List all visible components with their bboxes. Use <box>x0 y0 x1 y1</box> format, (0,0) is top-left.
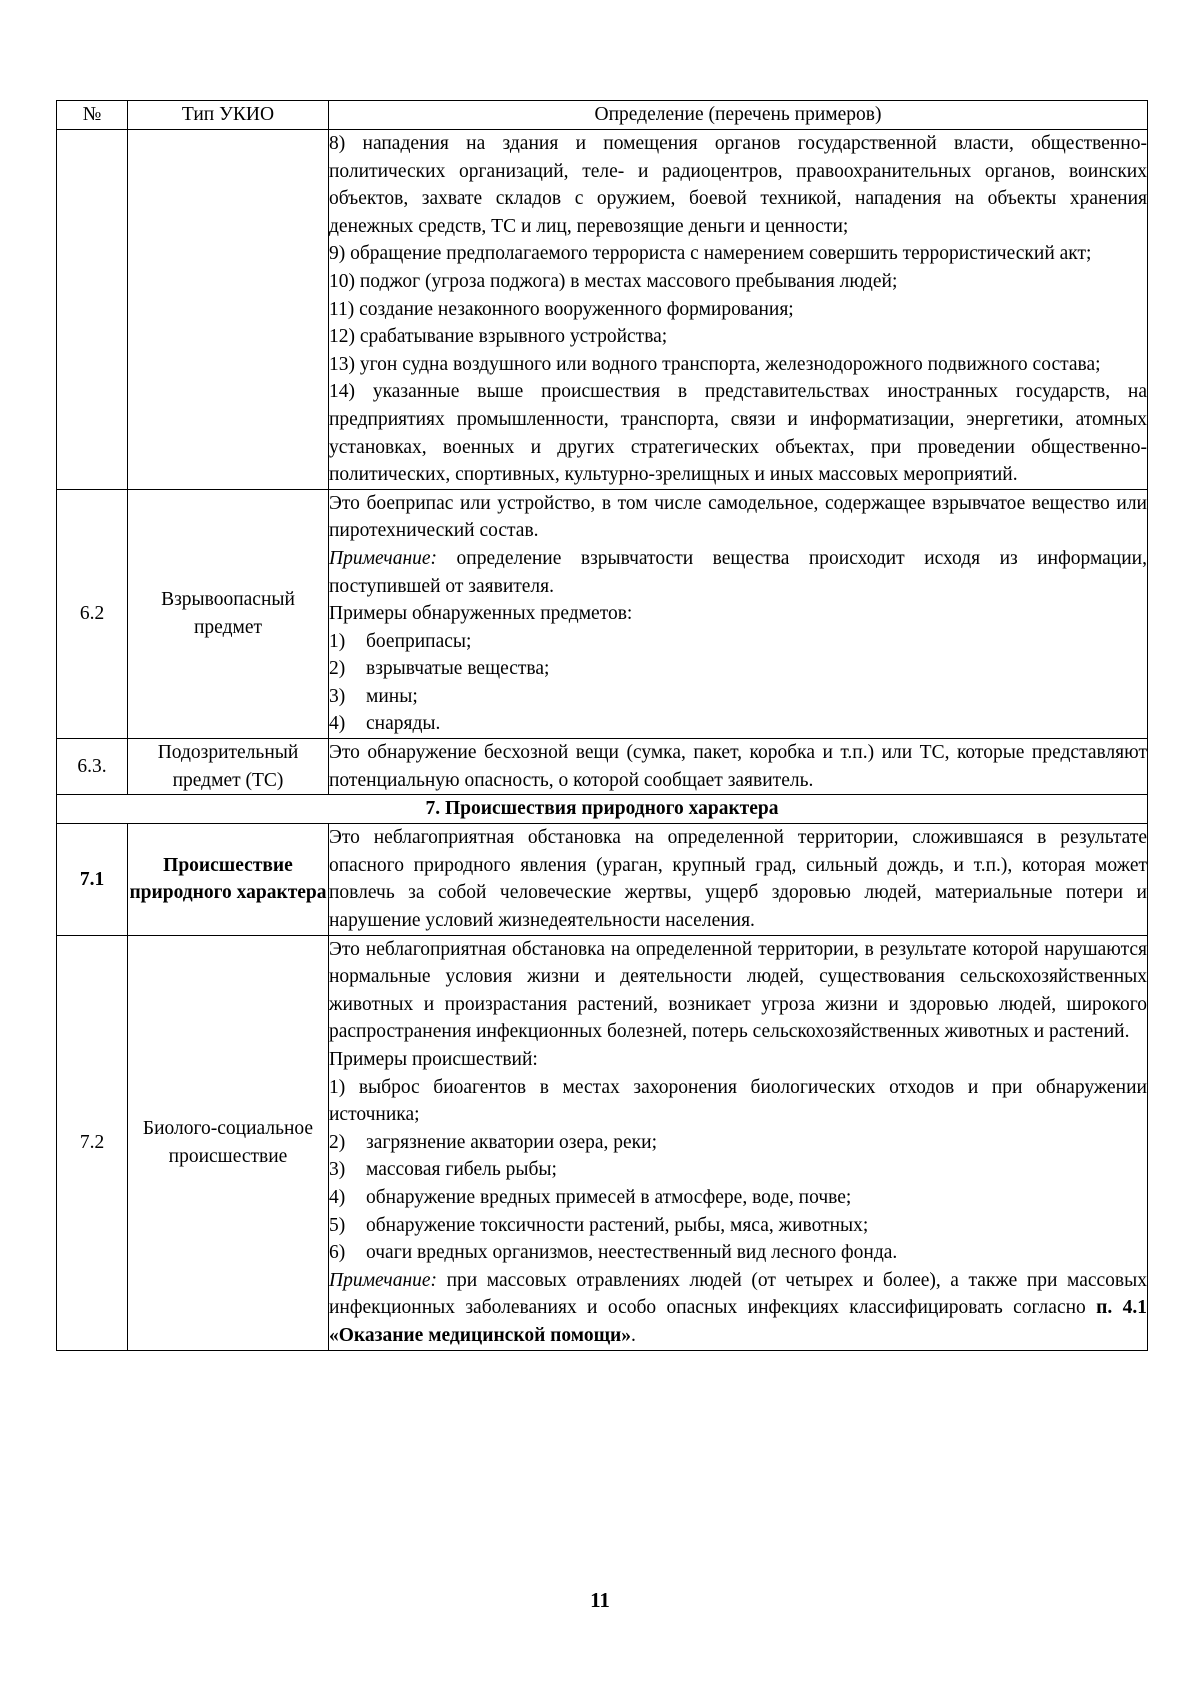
header-definition: Определение (перечень примеров) <box>329 101 1148 130</box>
list-item <box>329 655 1147 683</box>
note-text: определение взрывчатости вещества происходит исходя из информации, поступившей от заявителя. <box>329 547 1147 597</box>
row-definition <box>329 130 1148 490</box>
list-item <box>329 1156 1147 1184</box>
page-number: 11 <box>590 1588 610 1612</box>
table-row-continued <box>57 130 1148 490</box>
list-item-text: снаряды. <box>366 713 441 735</box>
list-item-number: 1) <box>329 630 346 652</box>
list-item-number: 3) <box>329 685 346 707</box>
list-item-text: мины; <box>366 685 418 707</box>
row-number: 6.3. <box>57 739 128 795</box>
row-number-empty <box>57 130 128 490</box>
list-item <box>329 1212 1147 1240</box>
list-item: 13) угон судна воздушного или водного транспорта, железнодорожного подвижного состава; <box>329 353 1101 375</box>
list-item-text: взрывчатые вещества; <box>366 658 550 680</box>
note-end: . <box>631 1324 636 1346</box>
table-row-7-2 <box>57 935 1148 1350</box>
list-item-text: массовая гибель рыбы; <box>366 1159 557 1181</box>
definition-text: Это неблагоприятная обстановка на определенной территории, сложившаяся в результате опасного природного явления (ураган, крупный град, сильный дождь, и т.п.), которая может повлечь за собой человеческие жертвы, ущерб здоровью людей, материальные потери и нарушение условий жизнедеятельности населения. <box>329 827 1147 932</box>
list-item-number: 4) <box>329 1186 346 1208</box>
row-type: Взрывоопасный предмет <box>128 489 329 738</box>
table-header-row <box>57 101 1148 130</box>
definition-text: Это обнаружение бесхозной вещи (сумка, пакет, коробка и т.п.) или ТС, которые представляют потенциальную опасность, о которой сообщает заявитель. <box>329 742 1147 791</box>
list-item-text: боеприпасы; <box>366 630 472 652</box>
row-type: Подозрительный предмет (ТС) <box>128 739 329 795</box>
list-item: 11) создание незаконного вооруженного формирования; <box>329 298 794 320</box>
list-item-number: 3) <box>329 1159 346 1181</box>
row-number: 6.2 <box>57 489 128 738</box>
row-definition <box>329 824 1148 935</box>
list-item <box>329 1239 1147 1267</box>
row-definition <box>329 935 1148 1350</box>
list-item-text: очаги вредных организмов, неестественный вид лесного фонда. <box>366 1242 898 1264</box>
header-type: Тип УКИО <box>128 101 329 130</box>
list-item-text: загрязнение акватории озера, реки; <box>366 1131 658 1153</box>
row-type: Происшествие природного характера <box>128 824 329 935</box>
list-item-text: обнаружение токсичности растений, рыбы, мяса, животных; <box>366 1214 869 1236</box>
list-item-number: 2) <box>329 658 346 680</box>
definition-note <box>329 545 1147 600</box>
row-number: 7.2 <box>57 935 128 1350</box>
header-number: № <box>57 101 128 130</box>
note-reference: п. 4.1 «Оказание медицинской помощи» <box>329 1297 1147 1346</box>
definition-note <box>329 1267 1147 1350</box>
row-type-empty <box>128 130 329 490</box>
note-label: Примечание: <box>329 1269 438 1291</box>
list-item-number: 4) <box>329 713 346 735</box>
incident-classification-table <box>56 100 1148 1351</box>
row-definition <box>329 739 1148 795</box>
row-number: 7.1 <box>57 824 128 935</box>
list-item <box>329 1184 1147 1212</box>
list-item <box>329 683 1147 711</box>
table-row-6-2 <box>57 489 1148 738</box>
row-type: Биолого-социальное происшествие <box>128 935 329 1350</box>
list-item-number: 6) <box>329 1242 346 1264</box>
list-item-text: обнаружение вредных примесей в атмосфере, воде, почве; <box>366 1186 852 1208</box>
examples-title: Примеры происшествий: <box>329 1049 538 1070</box>
table-row-6-3 <box>57 739 1148 795</box>
row-definition <box>329 489 1148 738</box>
list-item: 1) выброс биоагентов в местах захоронения биологических отходов и при обнаружении источника; <box>329 1076 1147 1126</box>
list-item <box>329 710 1147 738</box>
list-item: 9) обращение предполагаемого террориста с намерением совершить террористический акт; <box>329 243 1092 265</box>
list-item: 14) указанные выше происшествия в представительствах иностранных государств, на предприятиях промышленности, транспорта, связи и информатизации, энергетики, атомных установках, военных и других стратегических объектах, при проведении общественно-политических, спортивных, культурно-зрелищных и иных массовых мероприятий. <box>329 381 1147 486</box>
section-header-row <box>57 795 1148 824</box>
definition-intro: Это неблагоприятная обстановка на определенной территории, в результате которой нарушаются нормальные условия жизни и деятельности людей, существования сельскохозяйственных животных и произрастания растений, возникает угроза жизни и здоровью людей, широкого распространения инфекционных болезней, потерь сельскохозяйственных животных и растений. <box>329 938 1147 1043</box>
list-item <box>329 628 1147 656</box>
definition-intro: Это боеприпас или устройство, в том числе самодельное, содержащее взрывчатое вещество или пиротехнический состав. <box>329 492 1147 542</box>
list-item <box>329 1129 1147 1157</box>
list-item: 12) срабатывание взрывного устройства; <box>329 326 668 348</box>
list-item-number: 2) <box>329 1131 346 1153</box>
table-row-7-1 <box>57 824 1148 935</box>
note-label: Примечание: <box>329 547 438 569</box>
section-title: 7. Происшествия природного характера <box>57 795 1148 824</box>
list-item-number: 5) <box>329 1214 346 1236</box>
list-item: 10) поджог (угроза поджога) в местах массового пребывания людей; <box>329 270 898 292</box>
list-item: 8) нападения на здания и помещения органов государственной власти, общественно-политических организаций, теле- и радиоцентров, правоохранительных органов, воинских объектов, захвате складов с оружием, боевой техникой, нападения на объекты хранения денежных средств, ТС и лиц, перевозящие деньги и ценности; <box>329 133 1147 237</box>
examples-title: Примеры обнаруженных предметов: <box>329 603 633 625</box>
note-text: при массовых отравлениях людей (от четырех и более), а также при массовых инфекционных заболеваниях и особо опасных инфекциях классифицировать согласно <box>329 1269 1147 1319</box>
